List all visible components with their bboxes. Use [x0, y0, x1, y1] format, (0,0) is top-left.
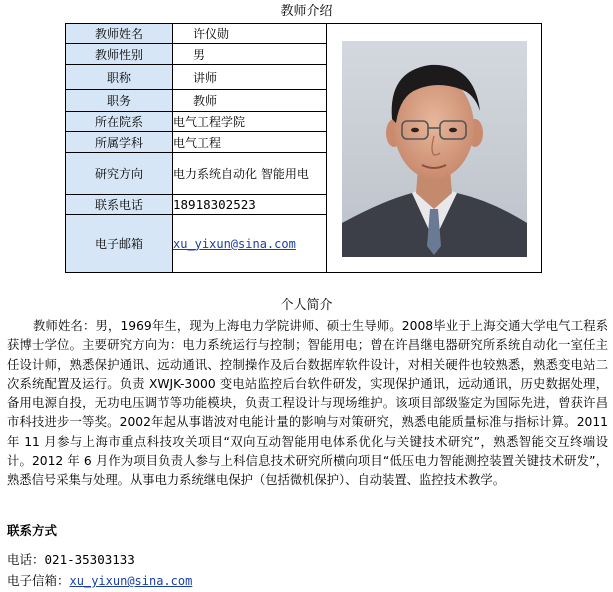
- bio-text: 教师姓名：男，1969年生，现为上海电力学院讲师、硕士生导师。2008毕业于上海交通大学电气工程系获博士学位。主要研究方向为：电力系统运行与控制；智能用电；曾在许昌继电器研究所系统自动化一室任主任设计师，熟悉保护通讯、远动通讯、控制操作及后台数据库软件设计，对相关硬件也较熟悉，熟悉变电站二次系统配置及运行。负责 XWJK-3000 变电站监控后台软件研发，实现保护通讯，远动通讯，历史数据处理，备用电源自投，无功电压调节等功能模块，负责工程设计与现场维护。该项目部级鉴定为国际先进，曾获许昌市科技进步一等奖。2002年起从事谐波对电能计量的影响与对策研究，熟悉电能质量标准与指标计算。2011 年 11 月参与上海市重点科技攻关项目“双向互动智能用电体系优化与关键技术研究”，熟悉智能交互终端设计。2012 年 6 月作为项目负责人参与上科信息技术研究所横向项目“低压电力智能测控装置关键技术研发”，熟悉信号采集与处理。从事电力系统继电保护（包括微机保护）、自动装置、监控技术教学。: [7, 319, 608, 488]
- bio-title: 个人简介: [280, 298, 333, 313]
- label-position: 职务: [66, 90, 173, 112]
- value-discipline: 电气工程: [173, 132, 327, 153]
- teacher-info-table: [65, 23, 542, 273]
- contact-phone-line: [7, 550, 135, 568]
- contact-phone-value: 021-35303133: [44, 552, 135, 567]
- value-phone: 18918302523: [173, 195, 327, 215]
- contact-email-label: 电子信箱：: [7, 573, 70, 588]
- email-link[interactable]: xu_yixun@sina.com: [173, 236, 296, 251]
- portrait-photo-image: [342, 41, 527, 257]
- contact-email-link[interactable]: xu_yixun@sina.com: [69, 574, 193, 588]
- value-department: 电气工程学院: [173, 112, 327, 132]
- label-discipline: 所属学科: [66, 132, 173, 153]
- contact-heading: 联系方式: [7, 523, 58, 538]
- photo-cell: [327, 24, 542, 273]
- label-email: 电子邮箱: [66, 215, 173, 273]
- portrait-photo: [342, 41, 527, 257]
- section-title: 教师介绍: [280, 4, 333, 19]
- contact-phone-label: 电话：: [7, 552, 45, 567]
- contact-email-line: [7, 571, 192, 589]
- label-name: 教师姓名: [66, 24, 173, 44]
- value-research: 电力系统自动化 智能用电: [173, 153, 327, 195]
- label-phone: 联系电话: [66, 195, 173, 215]
- label-title: 职称: [66, 65, 173, 90]
- value-position: 教师: [173, 90, 327, 112]
- label-research: 研究方向: [66, 153, 173, 195]
- value-email-cell: [173, 215, 327, 273]
- label-department: 所在院系: [66, 112, 173, 132]
- value-title: 讲师: [173, 65, 327, 90]
- value-gender: 男: [173, 44, 327, 65]
- label-gender: 教师性别: [66, 44, 173, 65]
- value-name: 许仪勋: [173, 24, 327, 44]
